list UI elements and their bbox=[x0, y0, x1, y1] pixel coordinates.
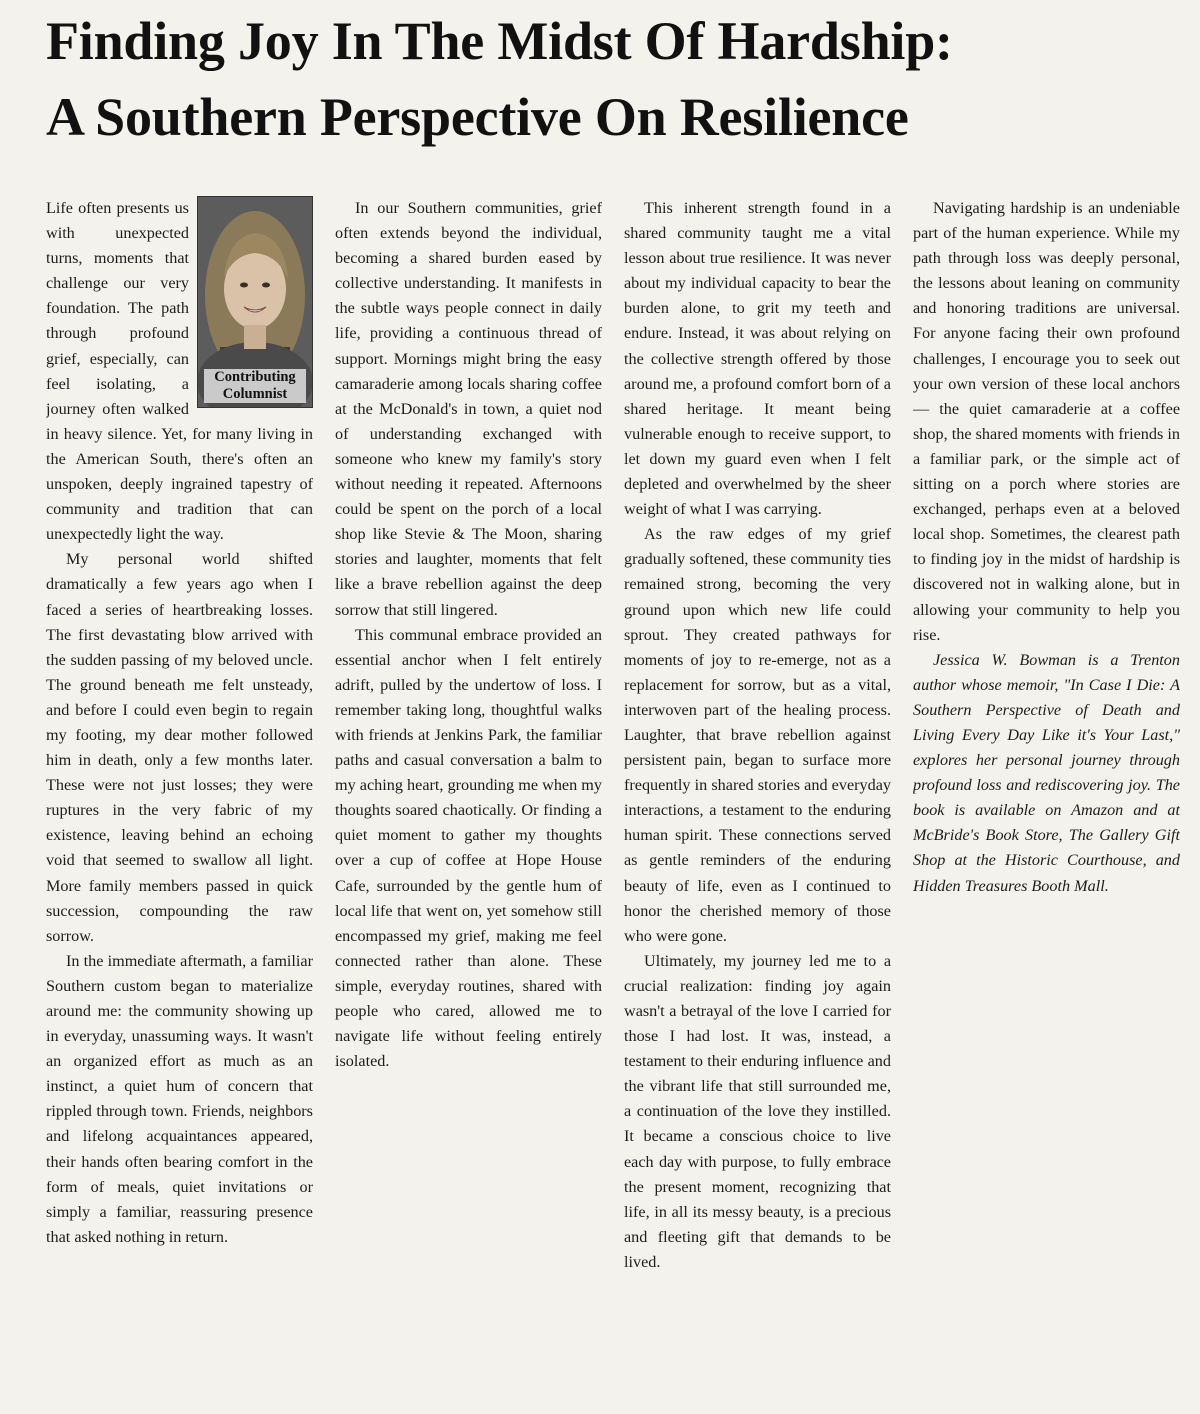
article-headline bbox=[46, 11, 1180, 147]
paragraph: In the immediate aftermath, a familiar Southern custom began to materialize around me: the community showing up in everyday, unassuming ways. It wasn't an organized effort as much as an instinct, a quiet hum of concern that rippled through town. Friends, neighbors and lifelong acquaintances appeared, their hands often bearing comfort in the form of meals, quiet invitations or simply a familiar, reassuring presence that asked nothing in return. bbox=[46, 951, 313, 1246]
column-3 bbox=[624, 196, 891, 1401]
paragraph: As the raw edges of my grief gradually softened, these community ties remained strong, becoming the very ground upon which new life could sprout. They created pathways for moments of joy to re-emerge, not as a replacement for sorrow, but as a vital, interwoven part of the healing process. Laughter, that brave rebellion against persistent pain, began to surface more frequently in shared stories and everyday interactions, a testament to the enduring human spirit. These connections served as gentle reminders of the enduring beauty of life, even as I continued to honor the cherished memory of those who were gone. bbox=[624, 525, 891, 945]
headline-line-1: Finding Joy In The Midst Of Hardship: bbox=[46, 11, 953, 71]
article-body bbox=[46, 196, 1184, 1406]
author-bio: Jessica W. Bowman is a Trenton author whose memoir, "In Case I Die: A Southern Perspective of Death and Living Every Day Like it's Your Last," explores her personal journey through profound loss and rediscovering joy. The book is available on Amazon and at McBride's Book Store, The Gallery Gift Shop at the Historic Courthouse, and Hidden Treasures Booth Mall. bbox=[913, 650, 1180, 895]
paragraph: Ultimately, my journey led me to a crucial realization: finding joy again wasn't a betrayal of the love I carried for those I had lost. It was, instead, a testament to their enduring influence and the vibrant life that still surrounded me, a continuation of the love they instilled. It became a conscious choice to live each day with purpose, to fully embrace the present moment, recognizing that life, in all its messy beauty, is a precious and fleeting gift that demands to be lived. bbox=[624, 951, 891, 1271]
paragraph: In our Southern communities, grief often extends beyond the individual, becoming a shared burden eased by collective understanding. It manifests in the subtle ways people connect in daily life, providing a continuous thread of support. Mornings might bring the easy camaraderie among locals sharing coffee at the McDonald's in town, a quiet nod of understanding exchanged with someone who knew my family's story without needing it repeated. Afternoons could be spent on the porch of a local shop like Stevie & The Moon, sharing stories and laughter, moments that felt like a brave rebellion against the deep sorrow that still lingered. bbox=[335, 199, 602, 619]
photo-caption bbox=[198, 369, 312, 403]
column-4 bbox=[913, 196, 1180, 1401]
caption-line-1: Contributing bbox=[204, 369, 306, 386]
column-2 bbox=[335, 196, 602, 1401]
paragraph: Life often presents us with unexpected turns, moments that challenge our very foundation. The path through profound grief, especially, can feel isolating, a journey often walked in heavy silence. Yet, for many living in the American South, there's often an unspoken, deeply ingrained tapestry of community and tradition that can unexpectedly light the way. bbox=[46, 199, 313, 544]
headline-line-2: A Southern Perspective On Resilience bbox=[46, 87, 909, 147]
paragraph: Navigating hardship is an undeniable part of the human experience. While my path through loss was deeply personal, the lessons about leaning on community and honoring traditions are universal. For anyone facing their own profound challenges, I encourage you to seek out your own version of these local anchors — the quiet camaraderie at a coffee shop, the shared moments with friends in a familiar park, or the simple act of sitting on a porch where stories are exchanged, perhaps even at a beloved local shop. Sometimes, the clearest path to finding joy in the midst of hardship is discovered not in walking alone, but in allowing your community to help you rise. bbox=[913, 199, 1180, 644]
paragraph: This communal embrace provided an essential anchor when I felt entirely adrift, pulled by the undertow of loss. I remember taking long, thoughtful walks with friends at Jenkins Park, the familiar paths and casual conversation a balm to my aching heart, grounding me when my thoughts soared chaotically. Or finding a quiet moment to gather my thoughts over a cup of coffee at Hope House Cafe, surrounded by the gentle hum of local life that went on, yet somehow still encompassed my grief, making me feel connected rather than alone. These simple, everyday routines, shared with people who cared, allowed me to navigate life without feeling entirely isolated. bbox=[335, 625, 602, 1071]
caption-line-2: Columnist bbox=[204, 386, 306, 403]
columnist-photo bbox=[197, 196, 313, 408]
paragraph: This inherent strength found in a shared community taught me a vital lesson about true resilience. It was never about my individual capacity to bear the burden alone, to grit my teeth and endure. Instead, it was about relying on the collective strength offered by those around me, a profound comfort born of a shared heritage. It meant being vulnerable enough to receive support, to let down my guard even when I felt depleted and overwhelmed by the sheer weight of what I was carrying. bbox=[624, 199, 891, 519]
column-1 bbox=[46, 196, 313, 1401]
paragraph: My personal world shifted dramatically a few years ago when I faced a series of heartbreaking losses. The first devastating blow arrived with the sudden passing of my beloved uncle. The ground beneath me felt unsteady, and before I could even begin to regain my footing, my dear mother followed him in death, only a few months later. These were not just losses; they were ruptures in the very fabric of my existence, leaving behind an echoing void that seemed to swallow all light. More family members passed in quick succession, compounding the raw sorrow. bbox=[46, 550, 313, 945]
